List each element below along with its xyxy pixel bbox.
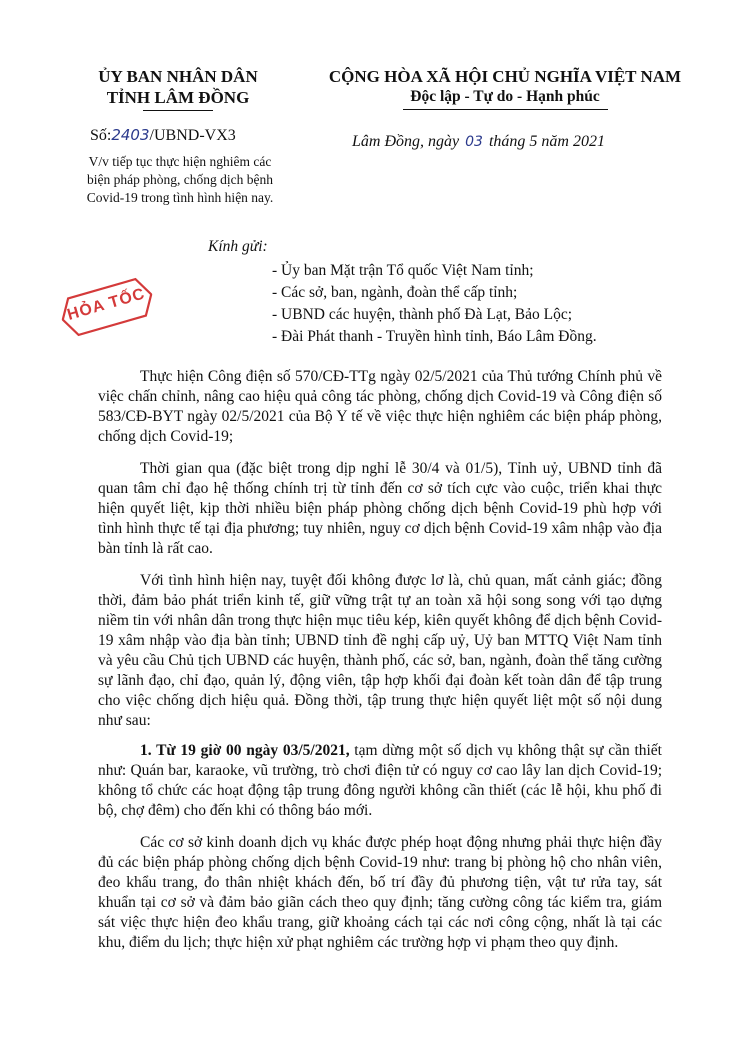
paragraph-4-heading: 1. Từ 19 giờ 00 ngày 03/5/2021, <box>140 742 350 759</box>
paragraph-2: Thời gian qua (đặc biệt trong dịp nghỉ lễ 30/4 và 01/5), Tỉnh uỷ, UBND tỉnh đã quan tâm chỉ đạo hệ thống chính trị từ tỉnh đến cơ sở tích cực vào cuộc, triển khai thực hiện quyết liệt, kịp thời nhiều biện pháp phòng chống dịch bệnh Covid-19 phù hợp với tình hình thực tế tại địa phương; tuy nhiên, nguy cơ dịch bệnh Covid-19 xâm nhập vào địa bàn tỉnh là rất cao. <box>98 460 662 557</box>
recipient-item: - Đài Phát thanh - Truyền hình tỉnh, Báo Lâm Đồng. <box>272 328 597 345</box>
agency-header <box>68 66 288 111</box>
date-prefix: Lâm Đồng, ngày <box>352 133 460 150</box>
number-handwritten: 2403 <box>111 126 150 144</box>
recipient-item: - UBND các huyện, thành phố Đà Lạt, Bảo Lộc; <box>272 306 573 323</box>
date-suffix: tháng 5 năm 2021 <box>488 133 605 150</box>
motto-underline <box>403 109 608 110</box>
paragraph-3: Với tình hình hiện nay, tuyệt đối không được lơ là, chủ quan, mất cảnh giác; đồng thời, đảm bảo phát triển kinh tế, giữ vững trật tự an toàn xã hội song song với tạo dựng niềm tin với nhân dân trong thực hiện mục tiêu kép, kiên quyết không để dịch bệnh Covid-19 xâm nhập vào địa bàn tỉnh; UBND tỉnh đề nghị cấp uỷ, Uỷ ban MTTQ Việt Nam tỉnh và yêu cầu Chủ tịch UBND các huyện, thành phố, các sở, ban, ngành, đoàn thể tăng cường sự lãnh đạo, chỉ đạo, quản lý, động viên, tập hợp khối đại đoàn kết toàn dân để tập trung cho việc chống dịch hiệu quả. Đồng thời, tập trung thực hiện quyết liệt một số nội dung như sau: <box>98 572 662 729</box>
national-motto: Độc lập - Tự do - Hạnh phúc <box>410 88 600 105</box>
nation-name: CỘNG HÒA XÃ HỘI CHỦ NGHĨA VIỆT NAM <box>328 67 682 86</box>
recipients-greeting: Kính gửi: <box>208 238 268 255</box>
subject-line-1: V/v tiếp tục thực hiện nghiêm các <box>88 154 272 169</box>
paragraph-4 <box>98 741 662 821</box>
number-prefix: Số: <box>90 127 112 144</box>
paragraph-5: Các cơ sở kinh doanh dịch vụ khác được phép hoạt động nhưng phải thực hiện đầy đủ các biện pháp phòng chống dịch bệnh Covid-19 như: trang bị phòng hộ cho nhân viên, đeo khẩu trang, đo thân nhiệt khách đến, bố trí đầy đủ phương tiện, vật tư rửa tay, sát khuẩn tại cơ sở và đảm bảo giãn cách theo quy định; tăng cường công tác kiểm tra, giám sát việc thực hiện đeo khẩu trang, giữ khoảng cách tại các nơi công cộng, nhất là tại các khu, điểm du lịch; thực hiện xử phạt nghiêm các trường hợp vi phạm theo quy định. <box>98 834 662 951</box>
document-number <box>90 126 236 145</box>
paragraph-1: Thực hiện Công điện số 570/CĐ-TTg ngày 02/5/2021 của Thủ tướng Chính phủ về việc chấn chỉnh, nâng cao hiệu quả công tác phòng, chống dịch Covid-19 và Công điện số 583/CĐ-BYT ngày 02/5/2021 của Bộ Y tế về việc thực hiện nghiêm các biện pháp phòng, chống dịch Covid-19; <box>98 368 662 445</box>
subject-line-2: biện pháp phòng, chống dịch bệnh <box>87 172 273 187</box>
agency-name-line1: ỦY BAN NHÂN DÂN <box>98 67 258 86</box>
agency-name-line2: TỈNH LÂM ĐỒNG <box>106 88 250 107</box>
document-subject <box>58 153 302 207</box>
subject-line-3: Covid-19 trong tình hình hiện nay. <box>86 190 274 205</box>
national-header <box>300 66 710 110</box>
number-suffix: /UBND-VX3 <box>149 127 236 144</box>
urgent-stamp <box>56 274 158 340</box>
date-line <box>352 133 605 151</box>
date-day-handwritten: 03 <box>465 134 483 150</box>
document-body <box>98 367 662 965</box>
recipient-item: - Ủy ban Mặt trận Tổ quốc Việt Nam tỉnh; <box>272 262 534 279</box>
recipient-item: - Các sở, ban, ngành, đoàn thể cấp tỉnh; <box>272 284 518 301</box>
agency-underline <box>143 110 213 111</box>
stamp-text: HỎA TỐC <box>65 285 148 324</box>
recipients-block <box>208 238 597 348</box>
paragraph-4-text: tạm dừng một số dịch vụ không thật sự cần thiết như: Quán bar, karaoke, vũ trường, trò chơi điện tử có nguy cơ cao lây lan dịch Covid-19; không tổ chức các hoạt động tập trung đông người không cần thiết (các lễ hội, khu phố đi bộ, chợ đêm) cho đến khi có thông báo mới. <box>98 742 662 819</box>
